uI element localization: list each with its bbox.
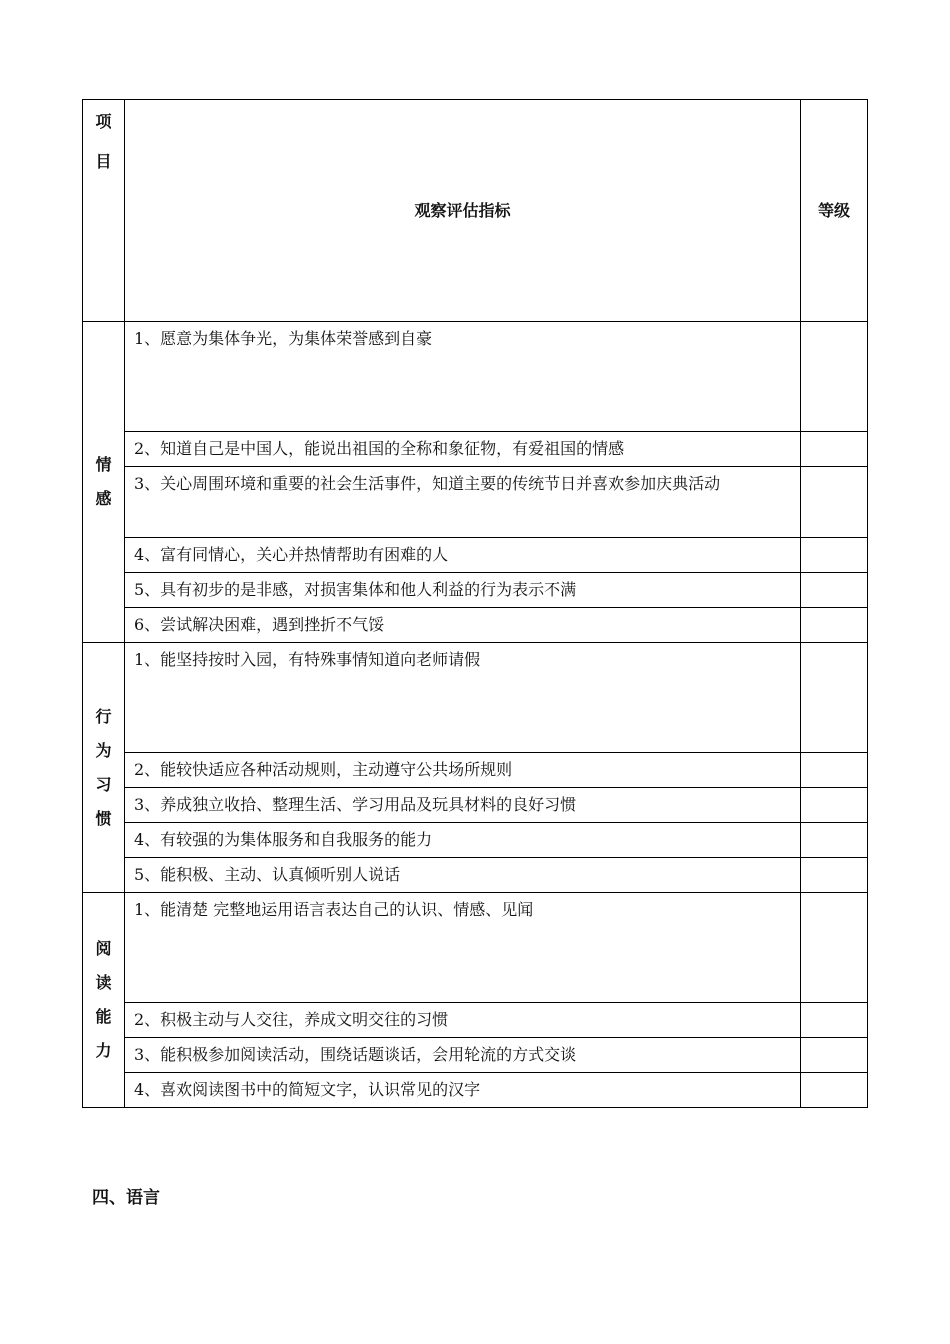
category-char: 力 bbox=[95, 1041, 112, 1060]
grade-cell[interactable] bbox=[801, 823, 868, 858]
header-item-char: 项 bbox=[95, 112, 112, 131]
category-char: 为 bbox=[95, 740, 112, 760]
indicator-cell: 2、知道自己是中国人，能说出祖国的全称和象征物，有爱祖国的情感 bbox=[125, 432, 801, 467]
indicator-cell: 1、能坚持按时入园，有特殊事情知道向老师请假 bbox=[125, 643, 801, 753]
category-cell-behavior bbox=[83, 643, 125, 893]
table-row bbox=[83, 753, 868, 788]
indicator-cell: 3、能积极参加阅读活动，围绕话题谈话，会用轮流的方式交谈 bbox=[125, 1038, 801, 1073]
header-grade-cell: 等级 bbox=[801, 100, 868, 322]
table-row bbox=[83, 1003, 868, 1038]
evaluation-table bbox=[82, 99, 868, 1108]
table-row bbox=[83, 858, 868, 893]
header-item-char: 目 bbox=[95, 152, 112, 171]
grade-cell[interactable] bbox=[801, 1003, 868, 1038]
section-heading: 四、语言 bbox=[92, 1188, 160, 1208]
category-cell-emotion bbox=[83, 322, 125, 643]
grade-cell[interactable] bbox=[801, 858, 868, 893]
indicator-cell: 3、关心周围环境和重要的社会生活事件，知道主要的传统节日并喜欢参加庆典活动 bbox=[125, 467, 801, 538]
indicator-cell: 2、能较快适应各种活动规则，主动遵守公共场所规则 bbox=[125, 753, 801, 788]
table-row bbox=[83, 1038, 868, 1073]
grade-cell[interactable] bbox=[801, 608, 868, 643]
grade-cell[interactable] bbox=[801, 322, 868, 432]
indicator-cell: 4、有较强的为集体服务和自我服务的能力 bbox=[125, 823, 801, 858]
category-char: 情 bbox=[95, 455, 112, 474]
category-char: 能 bbox=[95, 1007, 112, 1026]
grade-cell[interactable] bbox=[801, 643, 868, 753]
grade-cell[interactable] bbox=[801, 788, 868, 823]
indicator-cell: 3、养成独立收拾、整理生活、学习用品及玩具材料的良好习惯 bbox=[125, 788, 801, 823]
category-cell-reading bbox=[83, 893, 125, 1108]
category-char: 习 bbox=[95, 774, 112, 794]
table-row bbox=[83, 643, 868, 753]
table-row bbox=[83, 432, 868, 467]
table-row bbox=[83, 893, 868, 1003]
indicator-cell: 2、积极主动与人交往，养成文明交往的习惯 bbox=[125, 1003, 801, 1038]
category-char: 行 bbox=[95, 706, 112, 726]
category-char: 惯 bbox=[95, 808, 112, 828]
category-char: 感 bbox=[95, 489, 112, 508]
table-header-row bbox=[83, 100, 868, 322]
grade-cell[interactable] bbox=[801, 467, 868, 538]
indicator-cell: 5、具有初步的是非感，对损害集体和他人利益的行为表示不满 bbox=[125, 573, 801, 608]
grade-cell[interactable] bbox=[801, 893, 868, 1003]
table-row bbox=[83, 467, 868, 538]
category-char: 读 bbox=[95, 973, 112, 992]
table-row bbox=[83, 322, 868, 432]
table-row bbox=[83, 538, 868, 573]
indicator-cell: 4、富有同情心，关心并热情帮助有困难的人 bbox=[125, 538, 801, 573]
indicator-cell: 4、喜欢阅读图书中的简短文字，认识常见的汉字 bbox=[125, 1073, 801, 1108]
grade-cell[interactable] bbox=[801, 1038, 868, 1073]
table-row bbox=[83, 1073, 868, 1108]
table-row bbox=[83, 788, 868, 823]
category-char: 阅 bbox=[95, 939, 112, 958]
header-item-cell bbox=[83, 100, 125, 322]
grade-cell[interactable] bbox=[801, 432, 868, 467]
header-title-cell: 观察评估指标 bbox=[125, 100, 801, 322]
indicator-cell: 1、愿意为集体争光，为集体荣誉感到自豪 bbox=[125, 322, 801, 432]
indicator-cell: 1、能清楚 完整地运用语言表达自己的认识、情感、见闻 bbox=[125, 893, 801, 1003]
grade-cell[interactable] bbox=[801, 538, 868, 573]
table-row bbox=[83, 573, 868, 608]
indicator-cell: 6、尝试解决困难，遇到挫折不气馁 bbox=[125, 608, 801, 643]
indicator-cell: 5、能积极、主动、认真倾听别人说话 bbox=[125, 858, 801, 893]
grade-cell[interactable] bbox=[801, 1073, 868, 1108]
table-row bbox=[83, 608, 868, 643]
table-row bbox=[83, 823, 868, 858]
grade-cell[interactable] bbox=[801, 573, 868, 608]
grade-cell[interactable] bbox=[801, 753, 868, 788]
